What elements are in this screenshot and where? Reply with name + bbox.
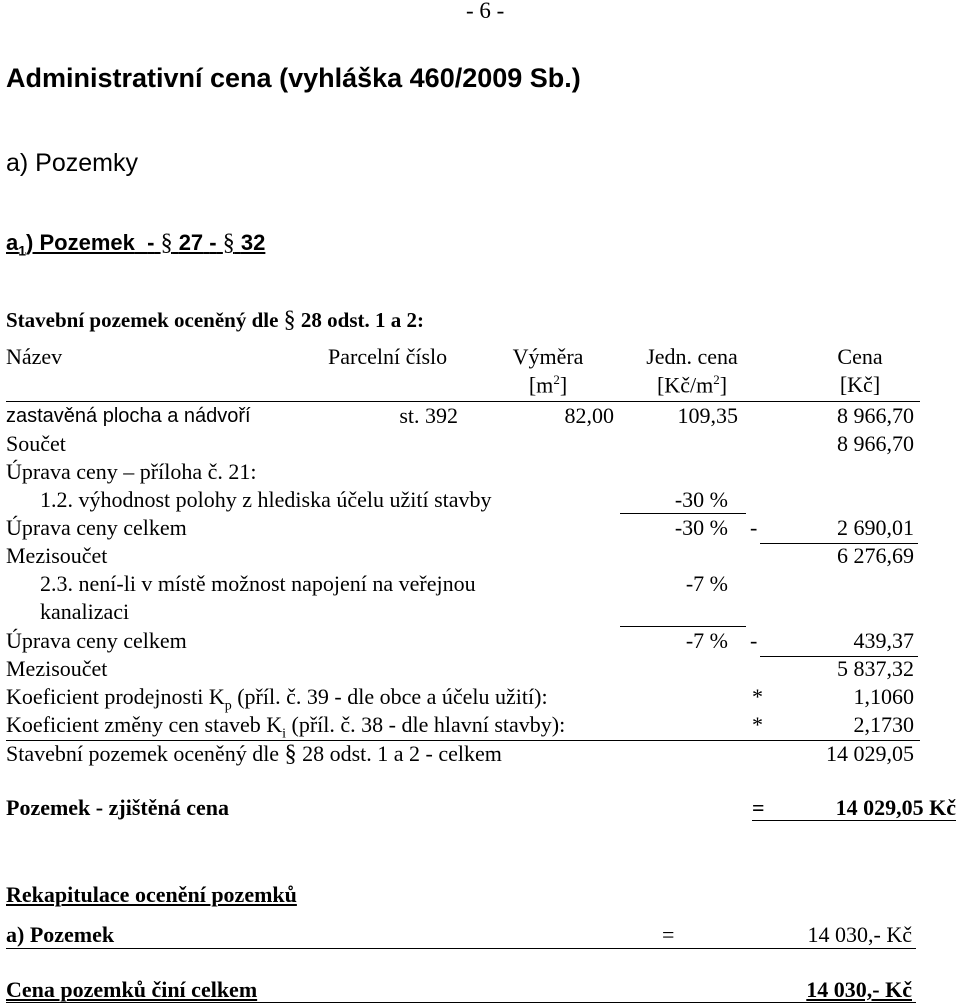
col-header-vymera: Výměra bbox=[512, 344, 584, 369]
soucet-value: 8 966,70 bbox=[837, 431, 914, 456]
heading-post: 28 odst. 1 a 2: bbox=[300, 308, 424, 332]
mezisoucet-label: Mezisoučet bbox=[6, 656, 108, 681]
page-number: - 6 - bbox=[466, 0, 505, 23]
ki-post: (příl. č. 38 - dle hlavní stavby): bbox=[286, 712, 566, 737]
zjistena-label: Pozemek - zjištěná cena bbox=[6, 795, 229, 820]
rekapitulace-title: Rekapitulace ocenění pozemků bbox=[6, 882, 297, 907]
uprava-value: 439,37 bbox=[853, 628, 914, 653]
row-vymera: 82,00 bbox=[564, 403, 614, 428]
celkem-value: 14 029,05 bbox=[826, 741, 914, 766]
uprava-pct: -7 % bbox=[685, 628, 728, 653]
sub-index: 1 bbox=[18, 242, 27, 259]
uprava-op: - bbox=[750, 628, 758, 653]
ki-sub: i bbox=[282, 726, 286, 742]
uprava-header: Úprava ceny – příloha č. 21: bbox=[6, 459, 257, 484]
row-cena: 8 966,70 bbox=[837, 403, 914, 428]
koeficient-kp-label bbox=[6, 684, 548, 714]
kp-pre: Koeficient prodejnosti K bbox=[6, 684, 225, 709]
rekap-row-eq: = bbox=[662, 922, 675, 947]
pct-rule bbox=[620, 626, 746, 627]
zjistena-value: 14 029,05 Kč bbox=[835, 795, 956, 820]
soucet-label: Součet bbox=[6, 431, 66, 456]
zjistena-eq: = bbox=[752, 795, 765, 820]
uprava-label: Úprava ceny celkem bbox=[6, 515, 187, 540]
row-parcela: st. 392 bbox=[399, 403, 458, 428]
col-header-parcelni: Parcelní číslo bbox=[328, 344, 448, 369]
celkem-label bbox=[6, 741, 502, 768]
col-header-jedn-unit bbox=[624, 372, 760, 398]
rekap-row-label: a) Pozemek bbox=[6, 922, 115, 947]
section-sign: § bbox=[284, 741, 297, 767]
uprava-pct: -30 % bbox=[674, 515, 728, 540]
kp-sub: p bbox=[224, 698, 232, 714]
item-pct: -7 % bbox=[685, 571, 728, 596]
vymera-unit-a: [m bbox=[528, 372, 554, 398]
item-label: 2.3. není-li v místě možnost napojení na veřejnou bbox=[40, 571, 476, 596]
subsection-heading bbox=[6, 230, 265, 258]
rekap-total-label: Cena pozemků činí celkem bbox=[6, 977, 258, 1002]
jedn-unit-sup: 2 bbox=[713, 372, 720, 387]
col-header-cena-unit: [Kč] bbox=[839, 372, 881, 397]
mezisoucet-value: 6 276,69 bbox=[837, 543, 914, 568]
kp-post: (příl. č. 39 - dle obce a účelu užití): bbox=[231, 684, 548, 709]
row-nazev: zastavěná plocha a nádvoří bbox=[6, 405, 251, 427]
item-label: 1.2. výhodnost polohy z hlediska účelu užití stavby bbox=[40, 487, 492, 512]
uprava-op: - bbox=[750, 515, 758, 540]
ki-op: * bbox=[752, 712, 763, 737]
vymera-unit-b: ] bbox=[559, 372, 568, 398]
section-heading: a) Pozemky bbox=[6, 149, 138, 177]
col-header-jedn: Jedn. cena bbox=[646, 344, 738, 369]
heading-pre: Stavební pozemek oceněný dle bbox=[6, 308, 279, 332]
item-pct: -30 % bbox=[674, 487, 728, 512]
col-header-nazev: Název bbox=[6, 344, 63, 369]
zjistena-rule bbox=[752, 820, 956, 821]
sub-dash: - bbox=[147, 230, 155, 255]
ki-pre: Koeficient změny cen staveb K bbox=[6, 712, 283, 737]
page-title: Administrativní cena (vyhláška 460/2009 Sb.) bbox=[6, 63, 581, 93]
col-header-cena: Cena bbox=[837, 344, 883, 369]
kp-value: 1,1060 bbox=[853, 684, 914, 709]
sub-n1: 27 bbox=[178, 230, 204, 255]
pct-rule bbox=[620, 513, 746, 514]
celkem-pre: Stavební pozemek oceněný dle bbox=[6, 741, 280, 766]
vymera-unit-sup: 2 bbox=[553, 372, 560, 387]
mezisoucet-label: Mezisoučet bbox=[6, 543, 108, 568]
celkem-post: 28 odst. 1 a 2 - celkem bbox=[302, 741, 502, 766]
uprava-label: Úprava ceny celkem bbox=[6, 628, 187, 653]
sub-rest: ) Pozemek bbox=[26, 230, 135, 255]
sub-dash-2: - bbox=[209, 230, 217, 255]
jedn-unit-b: ] bbox=[719, 372, 728, 398]
kp-op: * bbox=[752, 684, 763, 709]
ki-value: 2,1730 bbox=[853, 712, 914, 737]
section-sign: § bbox=[283, 307, 296, 333]
mezisoucet-value: 5 837,32 bbox=[837, 656, 914, 681]
section-sign-2: § bbox=[222, 230, 235, 256]
sub-prefix: a bbox=[6, 230, 19, 255]
sub-n2: 32 bbox=[240, 230, 266, 255]
uprava-value: 2 690,01 bbox=[837, 515, 914, 540]
col-header-vymera-unit bbox=[500, 372, 596, 398]
section-sign: § bbox=[160, 230, 173, 256]
rekap-row-value: 14 030,- Kč bbox=[807, 922, 912, 947]
item-label-cont: kanalizaci bbox=[40, 599, 130, 624]
rekap-total-rule bbox=[6, 1002, 916, 1003]
koeficient-ki-label bbox=[6, 712, 565, 742]
jedn-unit-a: [Kč/m bbox=[656, 372, 714, 398]
row-jedn: 109,35 bbox=[677, 403, 738, 428]
table-heading bbox=[6, 307, 424, 334]
header-rule bbox=[6, 401, 920, 402]
rekap-row-rule bbox=[6, 948, 916, 949]
rekap-total-value: 14 030,- Kč bbox=[806, 977, 912, 1002]
